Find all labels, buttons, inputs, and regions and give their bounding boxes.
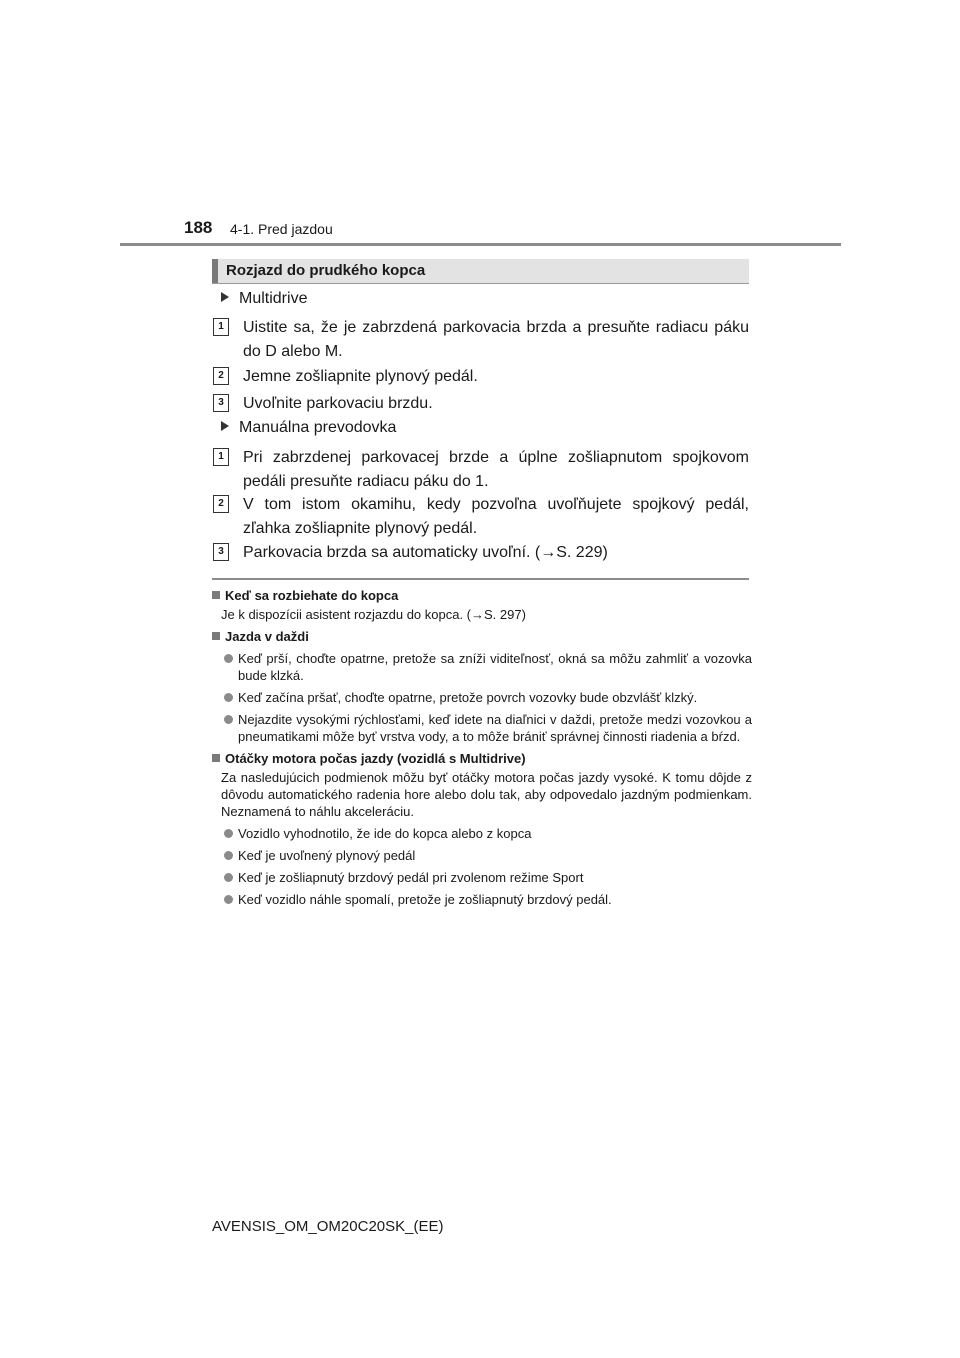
- list-item: [212, 711, 752, 745]
- list-item-text: Keď vozidlo náhle spomalí, pretože je zošliapnutý brzdový pedál.: [238, 892, 612, 907]
- list-item-text: Keď je zošliapnutý brzdový pedál pri zvolenom režime Sport: [238, 870, 584, 885]
- triangle-right-icon: [221, 421, 229, 431]
- page-number: 188: [184, 218, 213, 237]
- step-multidrive-2: [213, 365, 749, 389]
- note-uphill-title: [212, 587, 752, 604]
- step-manual-3: [213, 541, 749, 565]
- list-item-text: Vozidlo vyhodnotilo, že ide do kopca alebo z kopca: [238, 826, 532, 841]
- list-item-text: Keď je uvoľnený plynový pedál: [238, 848, 416, 863]
- step-text: V tom istom okamihu, kedy pozvoľna uvoľňujete spojkový pedál, zľahka zošliapnite plynový pedál.: [243, 496, 749, 537]
- list-item: [212, 689, 752, 706]
- note-uphill-text: Je k dispozícii asistent rozjazdu do kopca. (→S. 297): [221, 607, 526, 622]
- list-item: [212, 825, 752, 842]
- note-rain-title: [212, 628, 752, 645]
- step-manual-1: [213, 446, 749, 494]
- section-title: Rozjazd do prudkého kopca: [226, 262, 426, 279]
- step-text: Pri zabrzdenej parkovacej brzde a úplne zošliapnutom spojkovom pedáli presuňte radiacu páku do 1.: [243, 449, 749, 490]
- bullet-dot-icon: [224, 895, 233, 904]
- section-title-box: [212, 259, 749, 284]
- footer-document-code: AVENSIS_OM_OM20C20SK_(EE): [212, 1218, 444, 1235]
- bullet-dot-icon: [224, 873, 233, 882]
- triangle-right-icon: [221, 292, 229, 302]
- step-multidrive-1: [213, 316, 749, 364]
- list-item: [212, 650, 752, 684]
- step-number-badge: 1: [213, 448, 229, 466]
- bullet-dot-icon: [224, 829, 233, 838]
- step-text: Parkovacia brzda sa automaticky uvoľní. (→S. 229): [243, 544, 608, 561]
- step-multidrive-3: [213, 392, 749, 416]
- square-bullet-icon: [212, 591, 220, 599]
- manual-heading-label: Manuálna prevodovka: [239, 419, 397, 436]
- list-item: [212, 891, 752, 908]
- note-rpm-title: [212, 750, 752, 767]
- step-text: Uvoľnite parkovaciu brzdu.: [243, 395, 433, 412]
- square-bullet-icon: [212, 632, 220, 640]
- title-accent-bar: [212, 259, 218, 283]
- step-text: Uistite sa, že je zabrzdená parkovacia brzda a presuňte radiacu páku do D alebo M.: [243, 319, 749, 360]
- note-rpm-text: Za nasledujúcich podmienok môžu byť otáčky motora počas jazdy vysoké. K tomu dôjde z dôvodu automatického radenia hore alebo dolu tak, aby odpovedalo jazdným podmienkam. Neznamená to náhlu akceleráciu.: [221, 770, 752, 819]
- note-uphill-title-label: Keď sa rozbiehate do kopca: [225, 588, 399, 603]
- step-number-badge: 3: [213, 543, 229, 561]
- note-rain-title-label: Jazda v daždi: [225, 629, 309, 644]
- notes-section: [212, 587, 752, 908]
- bullet-dot-icon: [224, 693, 233, 702]
- header-divider: [120, 243, 841, 246]
- step-text: Jemne zošliapnite plynový pedál.: [243, 368, 478, 385]
- multidrive-heading-label: Multidrive: [239, 290, 308, 307]
- list-item: [212, 869, 752, 886]
- section-divider: [212, 578, 749, 580]
- note-rpm-title-label: Otáčky motora počas jazdy (vozidlá s Multidrive): [225, 751, 526, 766]
- step-number-badge: 1: [213, 318, 229, 336]
- step-number-badge: 3: [213, 394, 229, 412]
- list-item-text: Nejazdite vysokými rýchlosťami, keď idete na diaľnici v daždi, pretože medzi vozovkou a pneumatikami môže byť vrstva vody, a to môže brániť správnej činnosti riadenia a bŕzd.: [238, 712, 752, 744]
- section-path: 4-1. Pred jazdou: [230, 221, 333, 237]
- bullet-dot-icon: [224, 851, 233, 860]
- list-item-text: Keď začína pršať, choďte opatrne, pretože povrch vozovky bude obzvlášť klzký.: [238, 690, 698, 705]
- list-item: [212, 847, 752, 864]
- manual-heading: [221, 419, 396, 437]
- step-number-badge: 2: [213, 367, 229, 385]
- square-bullet-icon: [212, 754, 220, 762]
- multidrive-heading: [221, 290, 307, 308]
- step-manual-2: [213, 493, 749, 541]
- step-number-badge: 2: [213, 495, 229, 513]
- bullet-dot-icon: [224, 654, 233, 663]
- bullet-dot-icon: [224, 715, 233, 724]
- list-item-text: Keď prší, choďte opatrne, pretože sa zníži viditeľnosť, okná sa môžu zahmliť a vozovka bude klzká.: [238, 651, 752, 683]
